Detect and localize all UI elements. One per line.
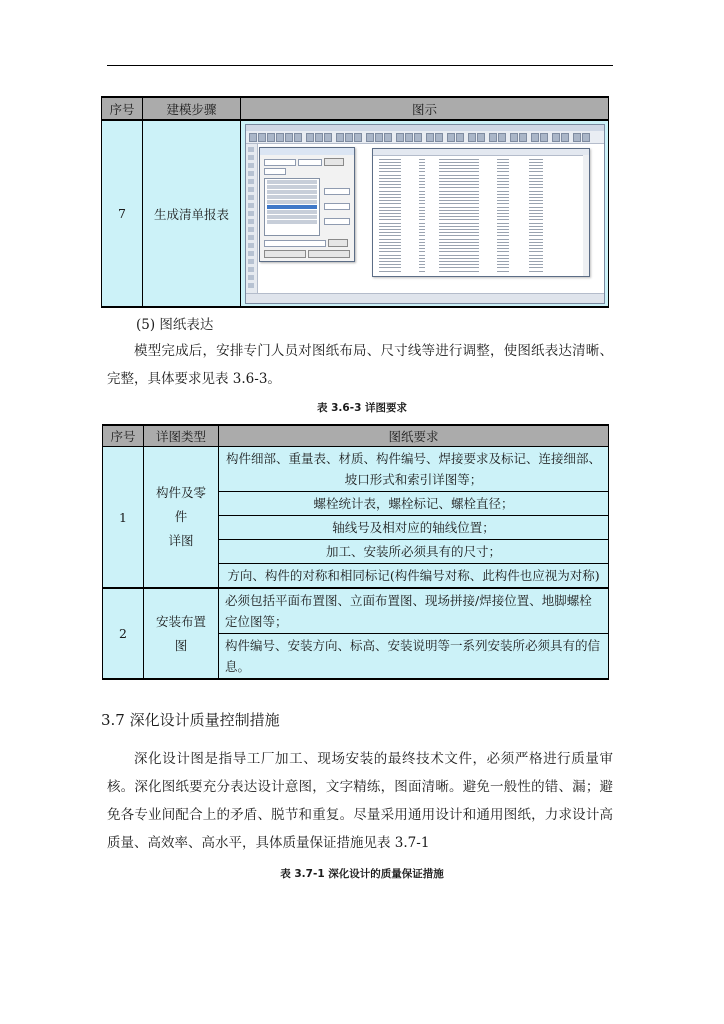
- group-type-line: 详图: [168, 533, 194, 548]
- report-line: [379, 229, 579, 230]
- report-line: [379, 207, 579, 208]
- group-type-line: 安装布置: [155, 613, 206, 629]
- group-type-line: 图: [174, 637, 188, 653]
- screenshot-left-toolbar: [246, 144, 258, 293]
- report-line: [379, 181, 579, 182]
- requirement-text: 构件编号、安装方向、标高、安装说明等一系列安装所必须具有的信息。: [225, 638, 601, 674]
- table-row: [103, 588, 609, 634]
- group-type-line: 件: [174, 509, 188, 524]
- requirement-cell: [219, 564, 609, 589]
- table-caption: 表 3.6-3 详图要求: [316, 402, 408, 414]
- report-line: [379, 255, 579, 256]
- requirement-cell: [219, 516, 609, 540]
- section-heading: 3.7 深化设计质量控制措施: [101, 711, 280, 729]
- report-line: [379, 242, 579, 243]
- group-index: 2: [103, 588, 144, 679]
- header-illustration: 图示: [241, 97, 609, 120]
- table-header-row: [103, 425, 609, 447]
- requirement-text: 方向、构件的对称和相同标记(构件编号对称、此构件也应视为对称): [227, 568, 600, 583]
- report-line: [379, 162, 579, 163]
- table-row: [102, 120, 609, 307]
- table-header-row: [102, 97, 609, 120]
- report-line: [379, 248, 579, 249]
- report-line: [379, 223, 579, 224]
- requirement-cell: [219, 588, 609, 634]
- requirement-cell: [219, 492, 609, 516]
- report-line: [379, 226, 579, 227]
- report-line: [379, 267, 579, 268]
- report-line: [379, 184, 579, 185]
- report-line: [379, 264, 579, 265]
- requirement-text: 轴线号及相对应的轴线位置；: [332, 520, 495, 535]
- report-line: [379, 200, 579, 201]
- report-line: [379, 219, 579, 220]
- screenshot-statusbar: [246, 293, 604, 303]
- report-line: [379, 235, 579, 236]
- row-step: 生成清单报表: [143, 120, 241, 307]
- report-line: [379, 175, 579, 176]
- requirement-text: 构件细部、重量表、材质、构件编号、焊接要求及标记、连接细部、坡口形式和索引详图等；: [225, 451, 601, 487]
- header-rule: [107, 65, 613, 66]
- group-index: 1: [103, 447, 144, 589]
- illustration-cell: [241, 120, 609, 307]
- report-line: [379, 178, 579, 179]
- software-screenshot: [245, 124, 605, 304]
- report-line: [379, 165, 579, 166]
- requirement-text: 加工、安装所必须具有的尺寸；: [325, 544, 501, 559]
- report-line: [379, 191, 579, 192]
- requirement-cell: [219, 447, 609, 492]
- report-list: [264, 178, 320, 236]
- requirement-text: 必须包括平面布置图、立面布置图、现场拼接/焊接位置、地脚螺栓定位图等；: [225, 593, 592, 629]
- header-requirements: 图纸要求: [219, 425, 609, 447]
- report-line: [379, 258, 579, 259]
- report-line: [379, 239, 579, 240]
- header-index: 序号: [102, 97, 143, 120]
- report-line: [379, 168, 579, 169]
- report-line: [379, 187, 579, 188]
- report-window: [372, 148, 590, 277]
- table-caption: 表 3.7-1 深化设计的质量保证措施: [280, 868, 444, 880]
- requirement-cell: [219, 540, 609, 564]
- report-line: [379, 232, 579, 233]
- group-type: [144, 588, 219, 679]
- requirement-cell: [219, 634, 609, 680]
- report-line: [379, 197, 579, 198]
- header-index: 序号: [103, 425, 144, 447]
- header-step: 建模步骤: [143, 97, 241, 120]
- report-line: [379, 194, 579, 195]
- header-type: 详图类型: [144, 425, 219, 447]
- group-type: [144, 447, 219, 589]
- report-line: [379, 261, 579, 262]
- report-line: [379, 171, 579, 172]
- report-line: [379, 251, 579, 252]
- report-line: [379, 210, 579, 211]
- subsection-heading: (5) 图纸表达: [136, 317, 214, 333]
- report-line: [379, 216, 579, 217]
- report-line: [379, 245, 579, 246]
- table-row: [103, 447, 609, 492]
- group-type-line: 构件及零: [155, 485, 206, 500]
- report-line: [379, 271, 579, 272]
- detail-requirements-table: [102, 424, 609, 680]
- report-line: [379, 159, 579, 160]
- paragraph: 模型完成后，安排专门人员对图纸布局、尺寸线等进行调整，使图纸表达清晰、完整，具体要求见表 3.6-3。: [107, 343, 613, 387]
- modeling-steps-table: [101, 96, 609, 308]
- report-line: [379, 203, 579, 204]
- screenshot-toolbar: [246, 131, 604, 144]
- report-dialog: [259, 147, 355, 262]
- requirement-text: 螺栓统计表，螺栓标记、螺栓直径；: [313, 496, 514, 511]
- row-index: 7: [102, 120, 143, 307]
- report-line: [379, 213, 579, 214]
- paragraph: 深化设计图是指导工厂加工、现场安装的最终技术文件，必须严格进行质量审核。深化图纸要充分表达设计意图，文字精练，图面清晰。避免一般性的错、漏；避免各专业间配合上的矛盾、脱节和重复。尽量采用通用设计和通用图纸，力求设计高质量、高效率、高水平，具体质量保证措施见表 3.7-1: [107, 751, 613, 851]
